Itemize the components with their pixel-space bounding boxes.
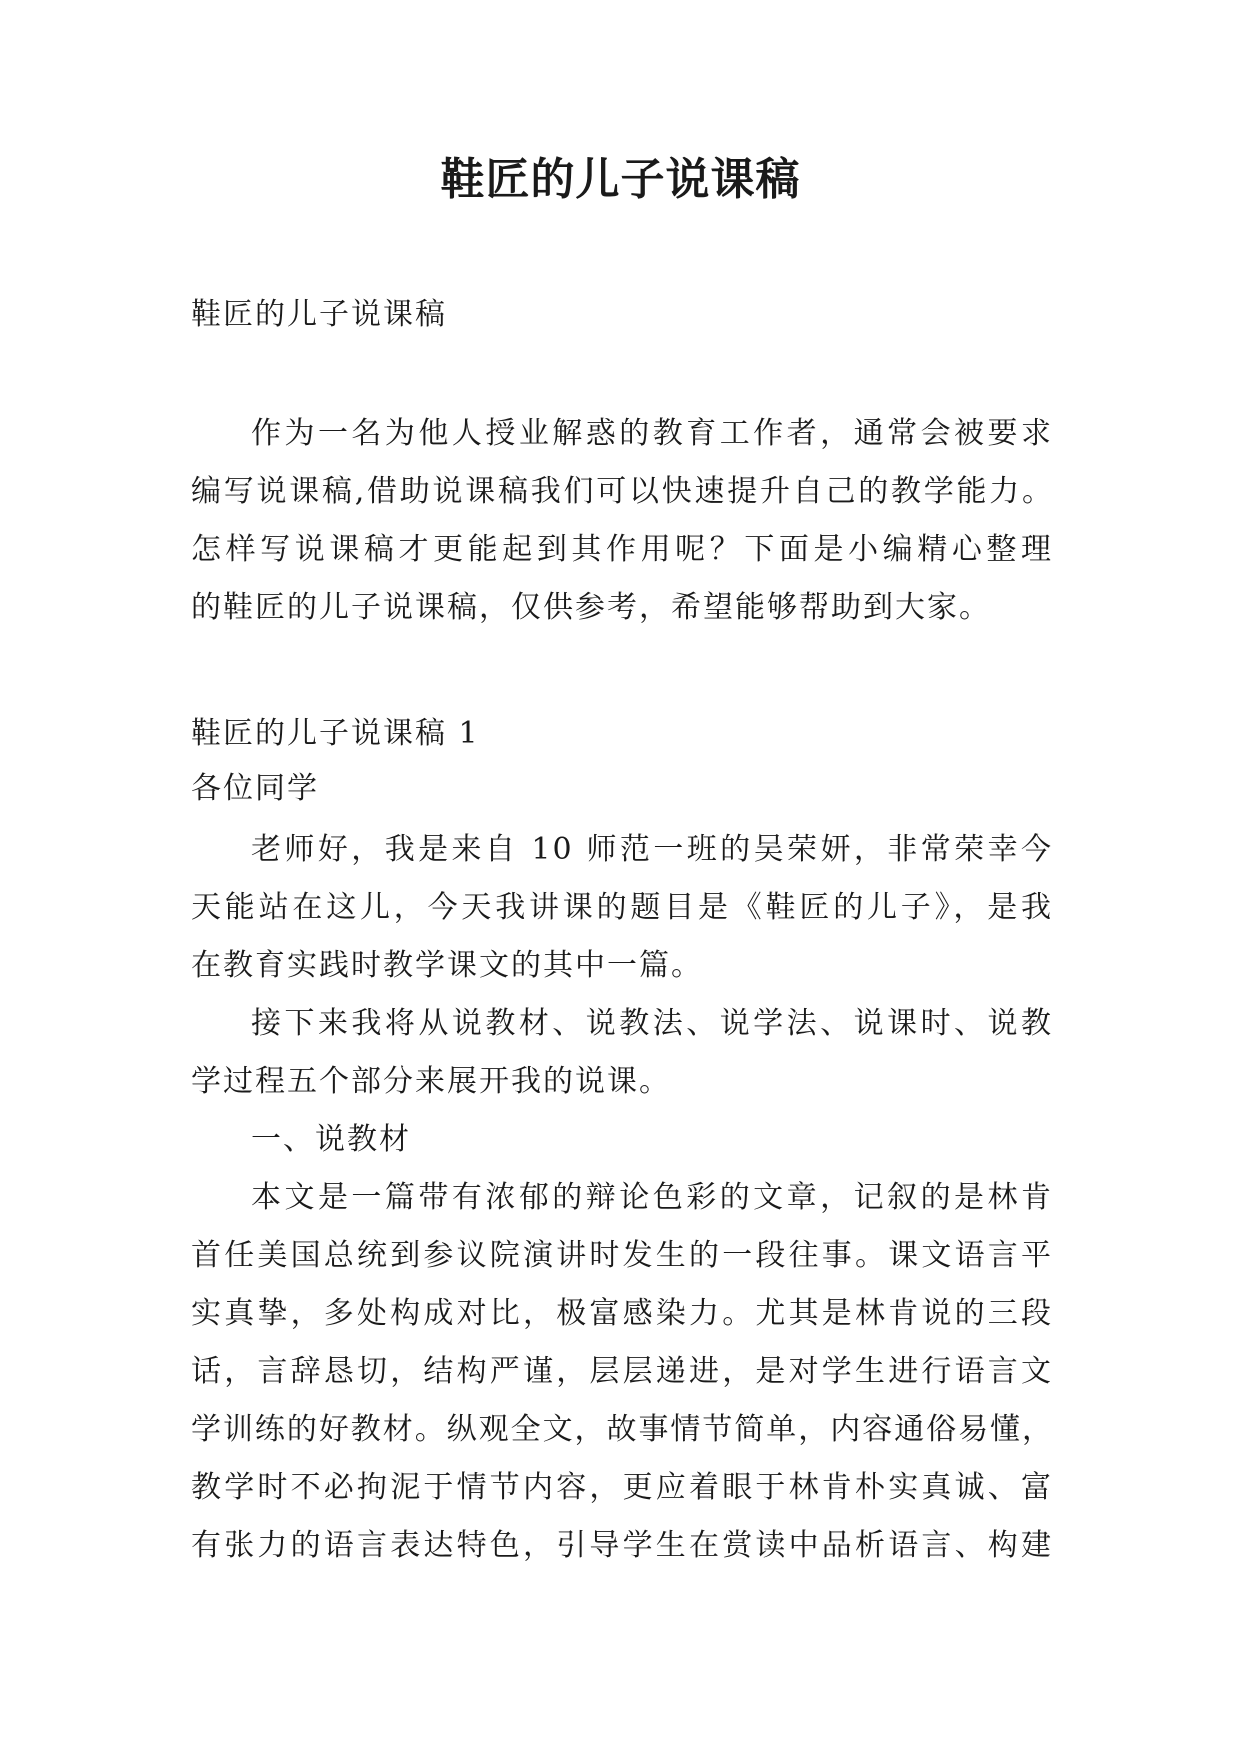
subtitle-text: 鞋匠的儿子说课稿 [191,297,447,332]
document-subtitle [191,286,1053,344]
section-1 [191,705,1053,1575]
intro-line: 作为一名为他人授业解惑的教育工作者，通常会被要求 [251,416,1053,451]
paragraph-line: 有张力的语言表达特色，引导学生在赏读中品析语言、构建 [191,1528,1053,1563]
document-title: 鞋匠的儿子说课稿 [440,154,801,205]
paragraph-line: 接下来我将从说教材、说教法、说学法、说课时、说教 [251,1006,1053,1041]
heading-text: 一、说教材 [251,1122,411,1157]
paragraph-line: 话，言辞恳切，结构严谨，层层递进，是对学生进行语言文 [191,1354,1053,1389]
paragraph-line: 学过程五个部分来展开我的说课。 [191,1064,671,1099]
heading-teaching-material [191,1111,1053,1169]
paragraph-line: 本文是一篇带有浓郁的辩论色彩的文章，记叙的是林肯 [251,1180,1053,1215]
intro-paragraph [191,405,1053,637]
paragraph-line: 实真挚，多处构成对比，极富感染力。尤其是林肯说的三段 [191,1296,1053,1331]
paragraph-line: 首任美国总统到参议院演讲时发生的一段往事。课文语言平 [191,1238,1053,1273]
intro-line: 编写说课稿,借助说课稿我们可以快速提升自己的教学能力。 [191,474,1053,509]
intro-line: 怎样写说课稿才更能起到其作用呢？下面是小编精心整理 [191,532,1053,567]
section-heading: 鞋匠的儿子说课稿 1 [191,716,480,751]
paragraph-overview [191,995,1053,1111]
paragraph-line: 在教育实践时教学课文的其中一篇。 [191,948,703,983]
paragraph-line: 老师好，我是来自 10 师范一班的吴荣妍，非常荣幸今 [251,832,1053,867]
salutation: 各位同学 [191,771,319,806]
intro-line: 的鞋匠的儿子说课稿，仅供参考，希望能够帮助到大家。 [191,590,991,625]
paragraph-material [191,1169,1053,1575]
paragraph-line: 天能站在这儿，今天我讲课的题目是《鞋匠的儿子》，是我 [191,890,1053,925]
paragraph-greeting [191,821,1053,995]
paragraph-line: 学训练的好教材。纵观全文，故事情节简单，内容通俗易懂， [191,1412,1053,1447]
paragraph-line: 教学时不必拘泥于情节内容，更应着眼于林肯朴实真诚、富 [191,1470,1053,1505]
